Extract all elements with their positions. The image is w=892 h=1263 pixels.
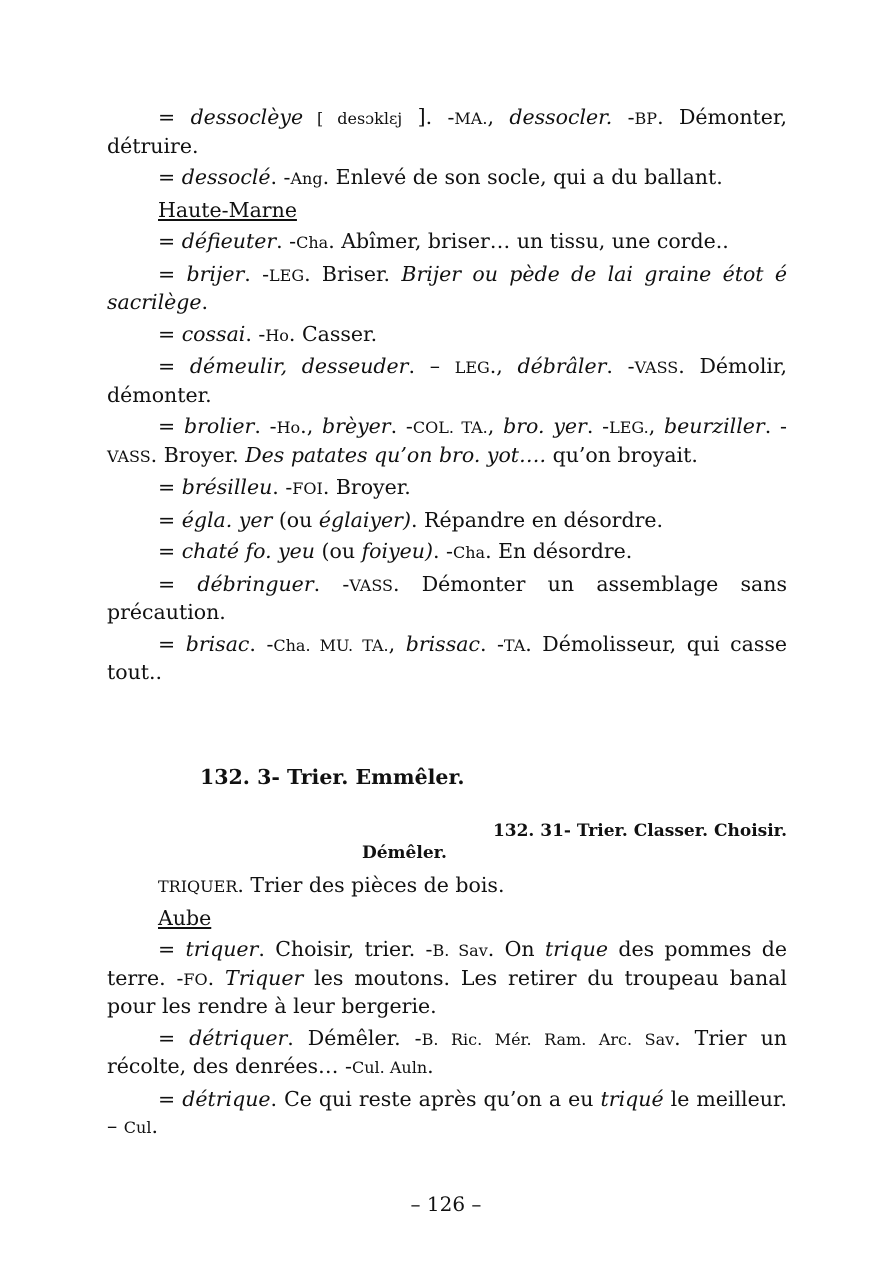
subsection-heading-line1: 132. 31- Trier. Classer. Choisir. (492, 821, 787, 841)
entry-text: , (388, 631, 406, 656)
dictionary-entry (107, 474, 787, 503)
entry-italic-text: dessoclé (181, 165, 271, 189)
page-number: – 126 – (410, 1192, 482, 1216)
section-1-entries (107, 104, 787, 687)
entry-source-abbrev: TA (503, 635, 526, 655)
subsection-heading (362, 820, 787, 864)
entry-text: = (158, 1025, 190, 1050)
entry-text: = (158, 475, 182, 499)
entry-source-abbrev: LEG (454, 358, 490, 377)
entry-text: . (151, 1114, 158, 1138)
entry-source-abbrev: [ (303, 109, 338, 128)
entry-text: . - (433, 539, 453, 563)
entry-italic-text: détriquer (189, 1025, 288, 1050)
entry-text: . - (764, 414, 787, 438)
entry-italic-text: Triquer (225, 965, 304, 990)
entry-text: des pommes de terre. - (107, 937, 787, 990)
entry-text: (ou (272, 507, 319, 532)
entry-italic-text: défieuter (181, 229, 277, 253)
entry-text: . (207, 965, 226, 990)
entry-italic-text: brijer (186, 261, 245, 286)
entry-italic-text: débringuer (197, 571, 314, 596)
entry-italic-text: brolier (184, 414, 255, 438)
entry-source-abbrev: Cha (296, 233, 329, 252)
entry-text: . Démonter, détruire. (107, 105, 787, 158)
entry-text: ., (489, 354, 518, 378)
entry-text: . - (586, 414, 610, 438)
entry-italic-text: brisac (185, 631, 250, 656)
section-2-entries (107, 872, 787, 1142)
entry-text: les moutons. Les retirer du troupeau banal pour les rendre à leur bergerie. (107, 965, 787, 1018)
entry-source-abbrev: Ho (265, 325, 289, 345)
dictionary-entry (107, 1025, 787, 1082)
entry-text: . Démolisseur, qui casse tout.. (107, 631, 787, 684)
dictionary-entry (107, 936, 787, 1021)
entry-source-abbrev: BP (634, 109, 658, 128)
entry-source-abbrev: LEG (269, 265, 305, 285)
entry-text: = (158, 354, 190, 378)
section-heading: 132. 3- Trier. Emmêler. (200, 765, 465, 789)
entry-source-abbrev: MA. (454, 109, 488, 128)
entry-text: qu’on broyait. (546, 442, 698, 467)
entry-source-abbrev: VASS (349, 575, 393, 595)
entry-text: . Trier des pièces de bois. (237, 873, 505, 897)
entry-text: = (158, 507, 182, 532)
entry-text: . Briser. (304, 261, 402, 286)
entry-text: . - (244, 261, 270, 286)
entry-italic-text: détrique (182, 1086, 271, 1111)
entry-italic-text: brésilleu (181, 475, 273, 499)
dictionary-entry (107, 228, 787, 257)
entry-italic-text: beurziller (664, 414, 765, 438)
entry-text: = (158, 165, 182, 189)
entry-text: . Broyer. (322, 475, 411, 499)
entry-source-abbrev: LEG. (609, 418, 649, 437)
entry-text: = (158, 105, 191, 129)
entry-text: . Ce qui reste après qu’on a eu (270, 1086, 601, 1111)
entry-text: . Répandre en désordre. (410, 507, 664, 532)
subsection-heading-line2: Démêler. (362, 843, 447, 863)
entry-source-abbrev: B. Sav (432, 941, 488, 960)
entry-text: . - (272, 475, 293, 499)
entry-text: . En désordre. (485, 539, 633, 563)
entry-text: = (158, 1086, 183, 1111)
entry-text: . - (276, 229, 297, 253)
entry-italic-text: Brijer ou pède de lai graine étot é sacrilège (107, 261, 787, 314)
entry-text: . Enlevé de son socle, qui a du ballant. (322, 165, 723, 189)
entry-text: . Démolir, démonter. (107, 354, 787, 407)
entry-source-abbrev: B. Ric. Mér. Ram. Arc. Sav (421, 1029, 675, 1049)
entry-text: ., (300, 414, 323, 438)
entry-italic-text: bro. yer (503, 414, 587, 438)
entry-italic-text: trique (544, 937, 608, 961)
entry-source-abbrev: COL. TA. (412, 418, 488, 437)
entry-source-abbrev: desɔklɛj (337, 109, 403, 128)
entry-italic-text: chaté fo. yeu (181, 539, 316, 563)
entry-italic-text: Des patates qu’on bro. yot…. (245, 442, 547, 467)
entry-italic-text: brèyer (322, 414, 391, 438)
entry-source-abbrev: Ang (290, 169, 323, 188)
entry-source-abbrev: Cha. MU. TA. (273, 635, 389, 655)
entry-text: = (158, 631, 186, 656)
entry-text: , (487, 414, 504, 438)
dictionary-entry (107, 872, 787, 901)
entry-text: . - (254, 414, 277, 438)
entry-italic-text: brissac (405, 631, 480, 656)
region-heading (107, 905, 787, 933)
entry-italic-text: dessocler. (509, 105, 613, 129)
entry-source-abbrev: TRIQUER (158, 877, 238, 896)
dictionary-entry (107, 507, 787, 535)
entry-text: . (427, 1054, 434, 1078)
entry-text: . On (487, 937, 545, 961)
entry-italic-text: dessoclèye (190, 105, 304, 129)
entry-source-abbrev: VASS (634, 358, 679, 377)
region-heading (107, 197, 787, 225)
entry-italic-text: foiyeu) (361, 539, 433, 563)
dictionary-entry (107, 538, 787, 567)
entry-text: (ou (315, 539, 362, 563)
dictionary-entry (107, 353, 787, 409)
entry-text: . - (479, 631, 504, 656)
entry-text: . - (313, 571, 350, 596)
entry-italic-text: triqué (600, 1086, 664, 1111)
entry-source-abbrev: Cul (123, 1118, 152, 1137)
dictionary-entry (107, 571, 787, 627)
entry-text: ]. - (402, 105, 455, 129)
region-name: Haute-Marne (158, 197, 297, 222)
entry-text: . – (408, 354, 455, 378)
entry-source-abbrev: FO (183, 969, 208, 989)
entry-source-abbrev: Ho (276, 418, 301, 437)
entry-italic-text: cossai (181, 321, 246, 346)
entry-text: - (612, 105, 635, 129)
dictionary-entry (107, 104, 787, 160)
entry-text: . - (249, 631, 274, 656)
entry-text: = (158, 571, 198, 596)
entry-source-abbrev: FOI (292, 479, 323, 498)
entry-text: . Casser. (288, 321, 378, 346)
entry-text: . - (606, 354, 635, 378)
dictionary-entry (107, 321, 787, 350)
entry-text: . - (270, 165, 291, 189)
entry-text: = (158, 539, 182, 563)
entry-text: = (158, 261, 187, 286)
entry-italic-text: débrâler (517, 354, 607, 378)
entry-text: = (158, 229, 182, 253)
entry-text: . Démonter un assemblage sans précaution. (107, 571, 788, 624)
entry-italic-text: églaiyer) (318, 507, 411, 532)
entry-text: . Démêler. - (287, 1025, 422, 1050)
entry-text: . Trier un récolte, des denrées… - (107, 1025, 788, 1078)
entry-text: , (487, 105, 510, 129)
entry-text: . (201, 290, 209, 314)
entry-text: = (158, 414, 184, 438)
entry-source-abbrev: Cul. Auln (352, 1058, 428, 1077)
entry-italic-text: égla. yer (181, 507, 273, 532)
entry-text: , (648, 414, 665, 438)
entry-text: . Abîmer, briser… un tissu, une corde.. (328, 229, 729, 253)
dictionary-entry (107, 164, 787, 193)
entry-text: . Choisir, trier. - (258, 937, 433, 961)
entry-italic-text: démeulir, desseuder (189, 354, 409, 378)
entry-text: = (158, 937, 186, 961)
region-name: Aube (158, 905, 212, 930)
dictionary-entry (107, 631, 787, 687)
entry-source-abbrev: VASS (107, 446, 151, 466)
entry-text: le meilleur. – (107, 1086, 787, 1138)
dictionary-entry (107, 261, 787, 317)
entry-text: . - (245, 321, 266, 346)
entry-source-abbrev: Cha (452, 543, 486, 562)
dictionary-entry (107, 1086, 787, 1142)
entry-text: . Broyer. (150, 442, 246, 467)
entry-text: = (158, 321, 182, 346)
entry-text: . - (390, 414, 413, 438)
entry-italic-text: triquer (185, 937, 259, 961)
dictionary-entry (107, 413, 787, 470)
